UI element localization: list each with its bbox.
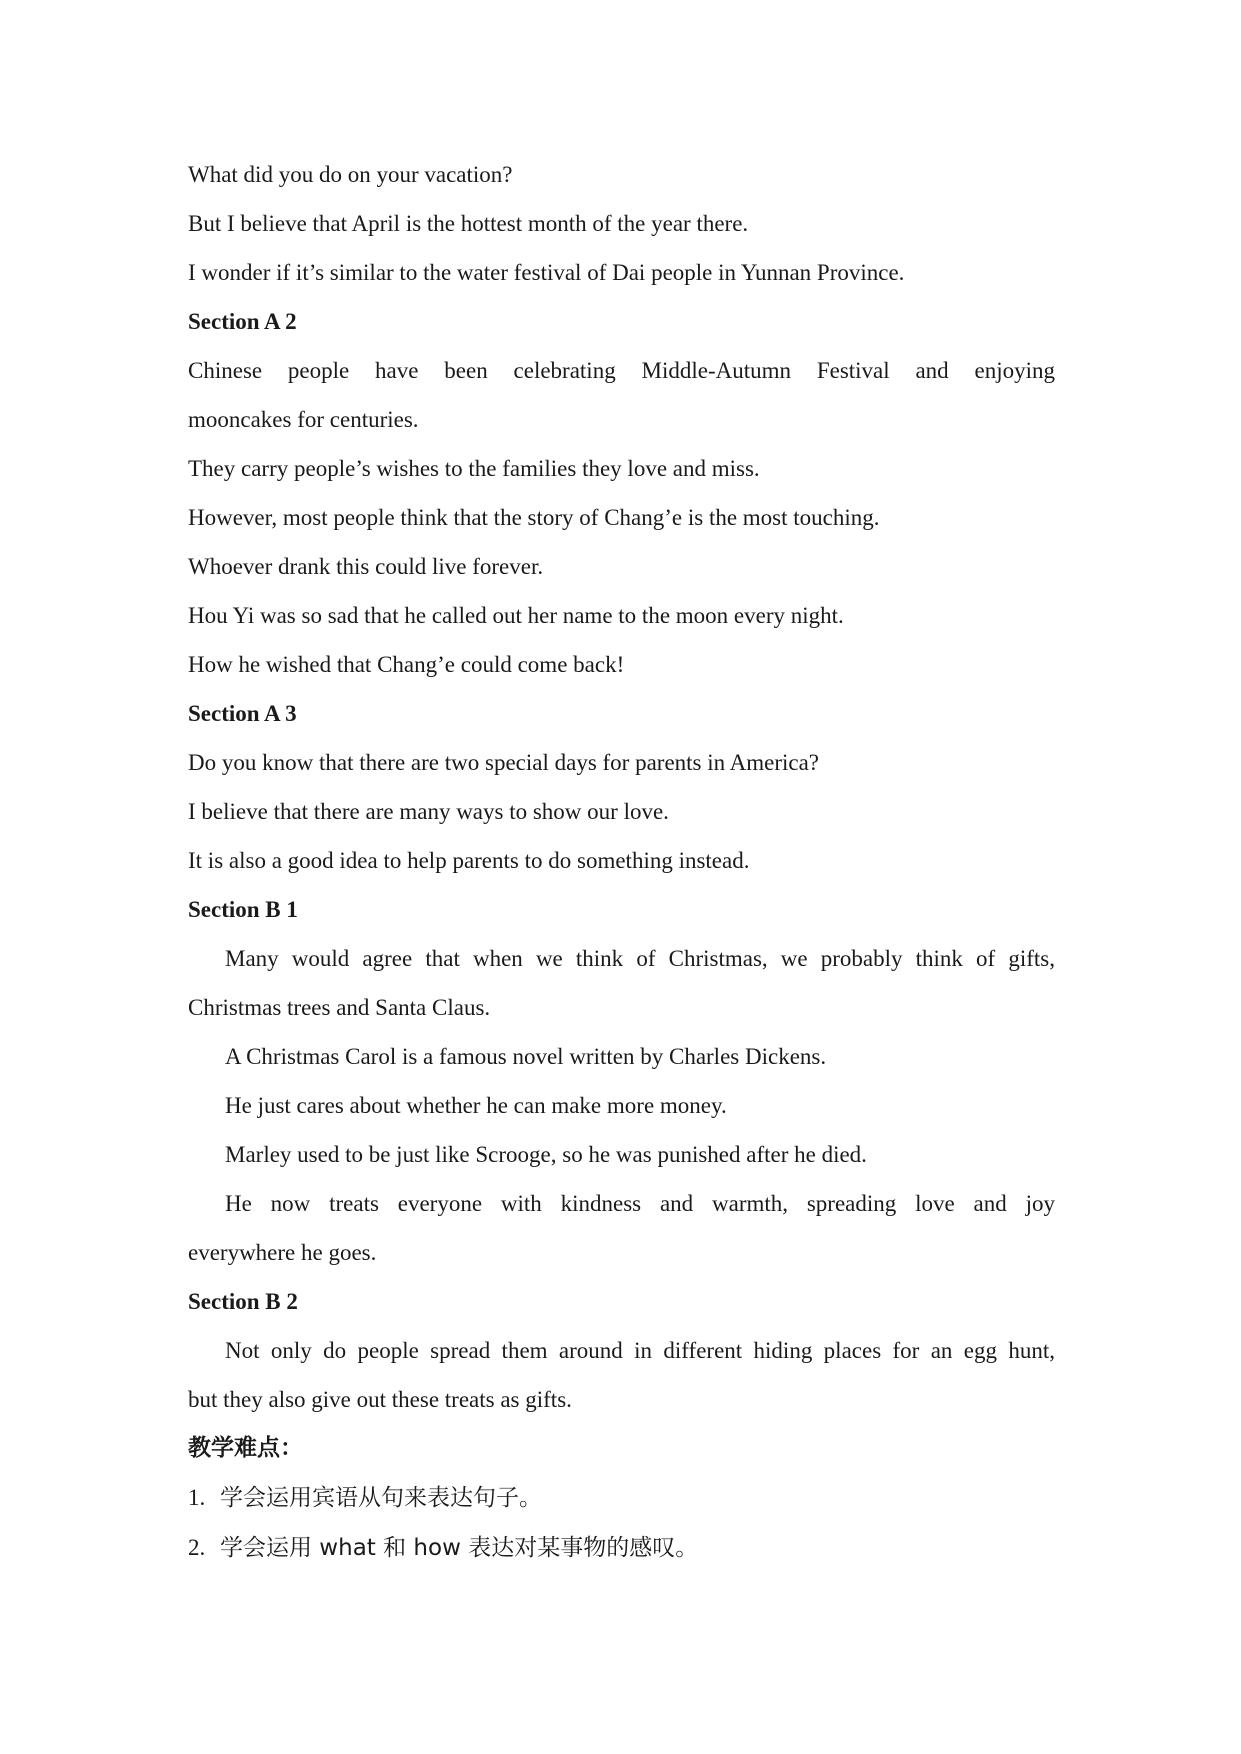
difficulties-item-1 — [188, 1473, 1055, 1523]
section-a2-para-line-2: mooncakes for centuries. — [188, 407, 419, 432]
difficulties-heading: 教学难点： — [188, 1435, 303, 1461]
section-a2-heading: Section A 2 — [188, 309, 297, 334]
section-b1-para2-line-2: everywhere he goes. — [188, 1240, 377, 1265]
section-a3-line: It is also a good idea to help parents to do something instead. — [188, 848, 750, 873]
section-a3-line: Do you know that there are two special days for parents in America? — [188, 750, 820, 775]
intro-line-1: What did you do on your vacation? — [188, 162, 513, 187]
section-b1-line: He just cares about whether he can make more money. — [225, 1093, 727, 1118]
section-b2-para-line-2: but they also give out these treats as gifts. — [188, 1387, 572, 1412]
section-b1-line: Marley used to be just like Scrooge, so he was punished after he died. — [225, 1142, 867, 1167]
list-number: 1. — [188, 1485, 206, 1510]
section-b1-heading: Section B 1 — [188, 897, 298, 922]
document-page — [188, 150, 1055, 1573]
section-a2-line: How he wished that Chang’e could come back! — [188, 652, 625, 677]
section-b1-para1-line-1: Many would agree that when we think of Christmas, we probably think of gifts, — [225, 946, 1055, 971]
intro-line-3: I wonder if it’s similar to the water festival of Dai people in Yunnan Province. — [188, 260, 905, 285]
section-b1-line: A Christmas Carol is a famous novel written by Charles Dickens. — [225, 1044, 827, 1069]
section-a2-para-line-1: Chinese people have been celebrating Middle-Autumn Festival and enjoying — [188, 358, 1055, 383]
list-number: 2. — [188, 1535, 206, 1560]
section-a2-line: Whoever drank this could live forever. — [188, 554, 544, 579]
list-item-text: 学会运用宾语从句来表达句子。 — [220, 1485, 542, 1511]
section-b2-heading: Section B 2 — [188, 1289, 298, 1314]
section-b1-para1-line-2: Christmas trees and Santa Claus. — [188, 995, 491, 1020]
section-a2-line: Hou Yi was so sad that he called out her name to the moon every night. — [188, 603, 844, 628]
section-a3-line: I believe that there are many ways to show our love. — [188, 799, 669, 824]
section-a2-line: However, most people think that the story of Chang’e is the most touching. — [188, 505, 880, 530]
difficulties-item-2 — [188, 1523, 1055, 1573]
list-item-text: 学会运用 what 和 how 表达对某事物的感叹。 — [220, 1535, 699, 1561]
section-a3-heading: Section A 3 — [188, 701, 297, 726]
intro-line-2: But I believe that April is the hottest month of the year there. — [188, 211, 749, 236]
section-b2-para-line-1: Not only do people spread them around in different hiding places for an egg hunt, — [225, 1338, 1055, 1363]
section-b1-para2-line-1: He now treats everyone with kindness and warmth, spreading love and joy — [225, 1191, 1055, 1216]
section-a2-line: They carry people’s wishes to the families they love and miss. — [188, 456, 760, 481]
